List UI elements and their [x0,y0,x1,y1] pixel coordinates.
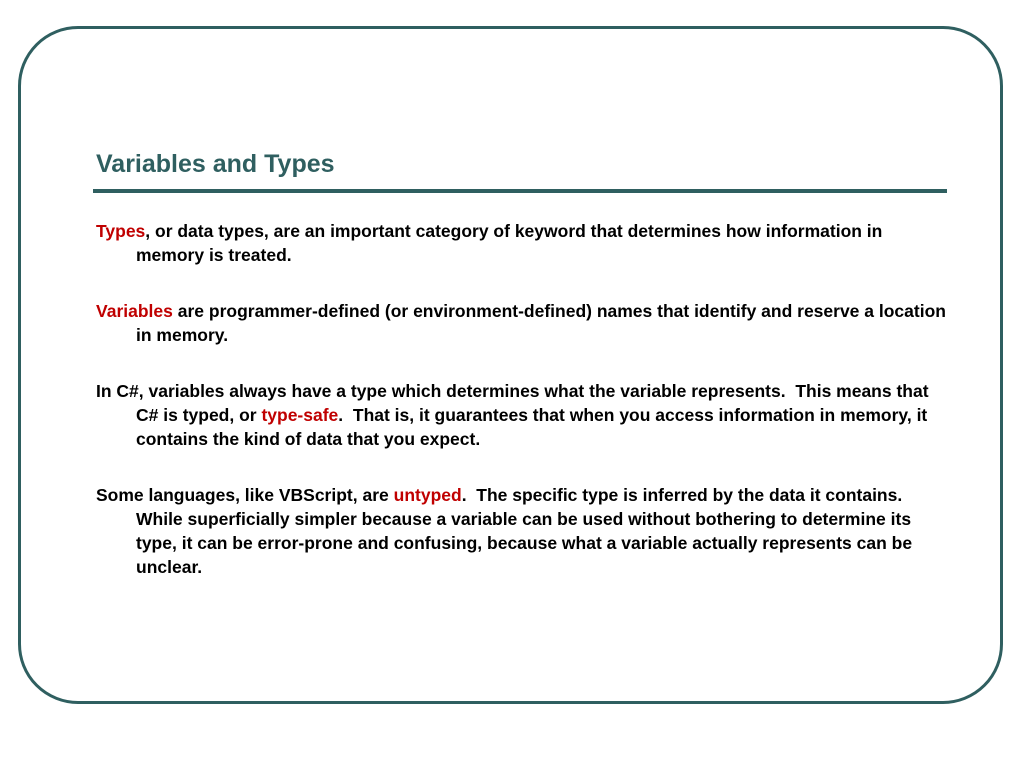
slide-title: Variables and Types [96,150,335,178]
paragraph-text: , or data types, are an important category of keyword that determines how information in memory is treated. [136,221,888,265]
paragraph-csharp-typing [96,379,948,451]
paragraph-text: . That is, it guarantees that when you access information in memory, it contains the kind of data that you expect. [136,405,933,449]
paragraph-untyped-languages [96,483,948,579]
title-divider [93,189,947,193]
keyword-types: Types [96,221,146,241]
paragraph-text: are programmer-defined (or environment-defined) names that identify and reserve a location in memory. [136,301,951,345]
paragraph-text: . The specific type is inferred by the data it contains. While superficially simpler because a variable can be used without bothering to determine its type, it can be error-prone and confusing, because what a variable actually represents can be unclear. [136,485,917,577]
keyword-untyped: untyped [393,485,462,505]
paragraph-types [96,219,948,267]
paragraph-variables [96,299,951,347]
paragraph-text: Some languages, like VBScript, are [96,485,394,505]
paragraph-text: In C#, variables always have a type which determines what the variable represents. This means that C# is typed, or [96,381,934,425]
slide-body [96,219,951,611]
keyword-type-safe: type-safe [261,405,339,425]
keyword-variables: Variables [96,301,173,321]
